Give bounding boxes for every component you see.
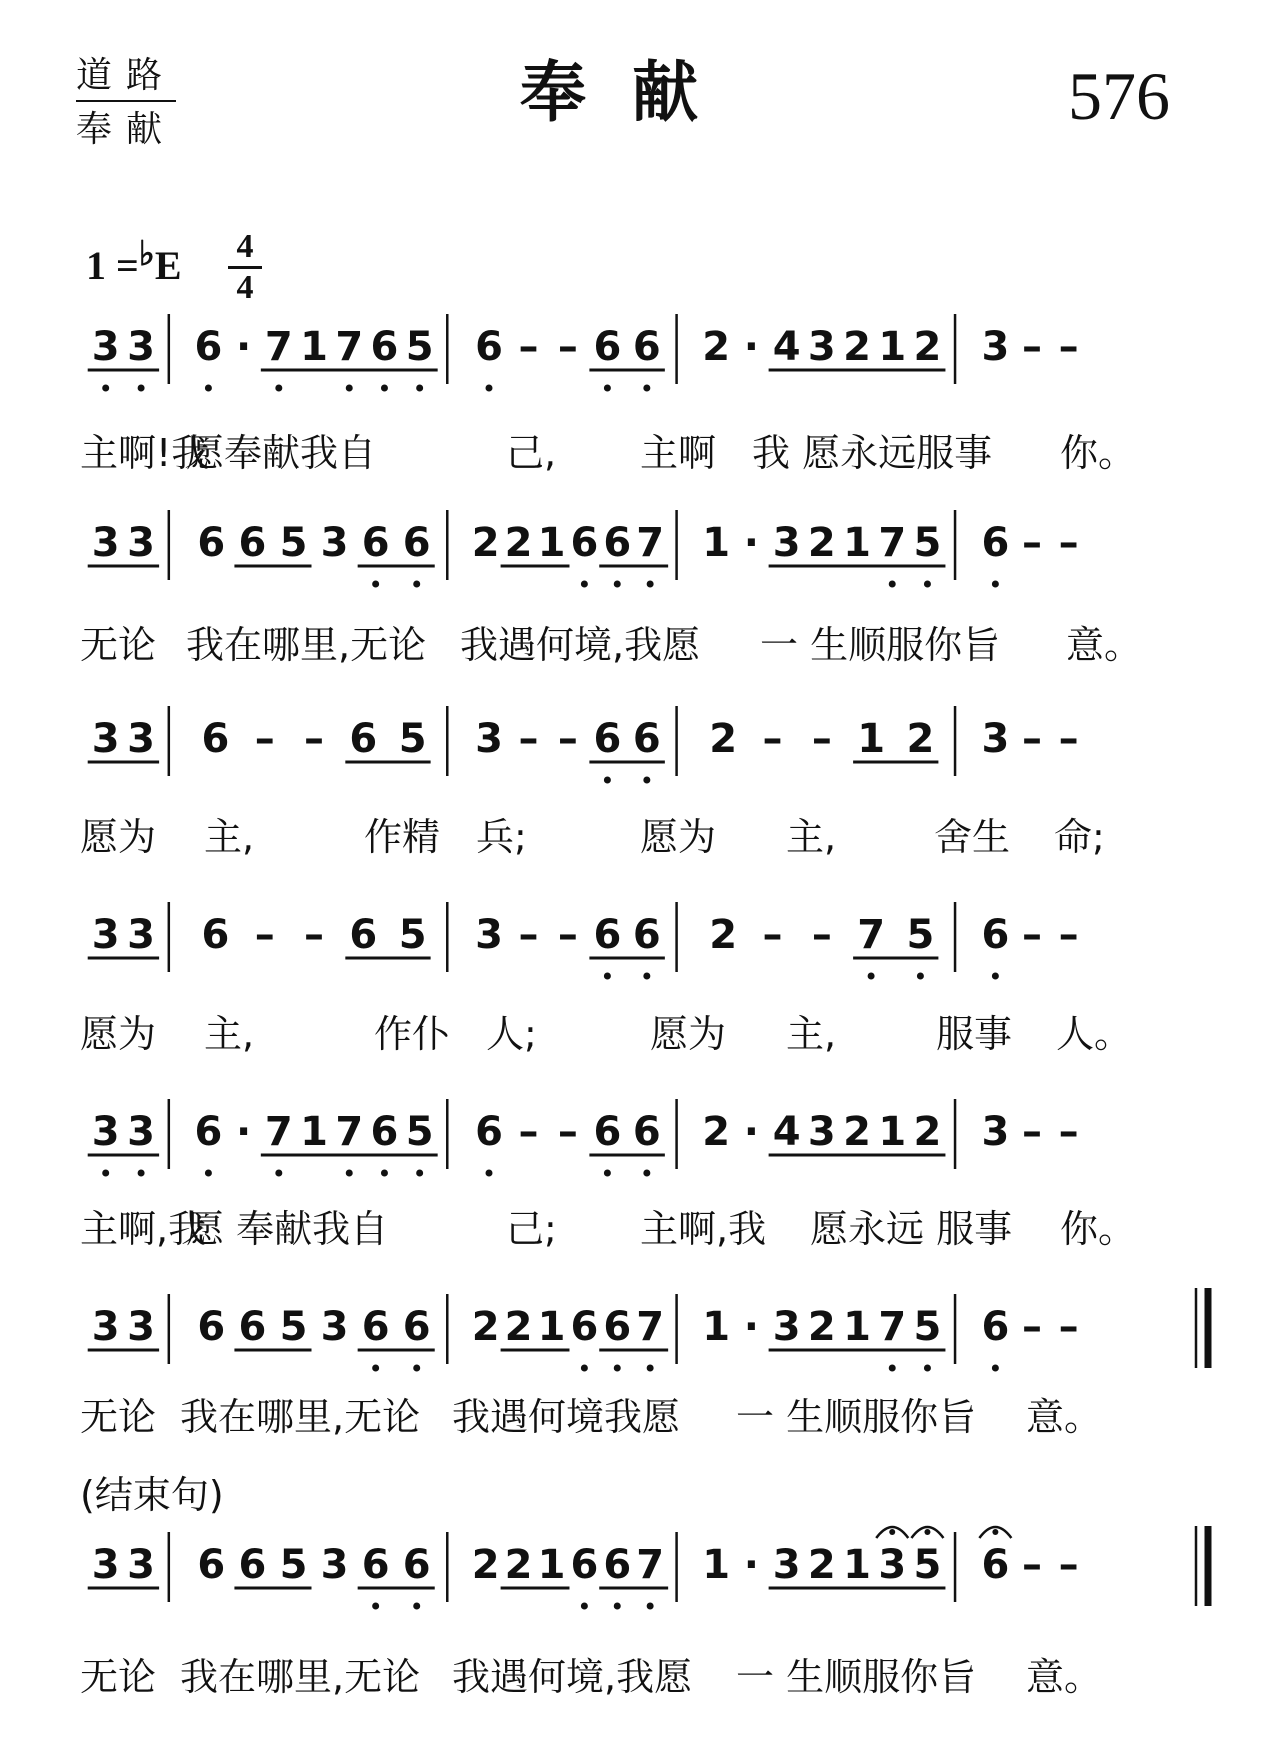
note-3: 3 [320,520,349,566]
note-6: 6 [475,324,503,370]
lyric-segment: 己; [506,1207,557,1251]
note-6: 6 [570,520,599,566]
note-7: 7 [335,324,364,370]
lyric-segment: 愿永远 服事 [810,1207,1013,1251]
note-3: 3 [127,1542,156,1588]
note-3: 3 [91,1109,120,1155]
hymn-category: 道路 [76,58,176,102]
dash-hold: – [1058,912,1079,958]
lyric-segment: 作精 [364,815,441,859]
note-3: 3 [807,1109,836,1155]
lyric-segment: 一 生顺服你旨 [736,1655,977,1699]
low-octave-dot [992,581,999,588]
lyric-segment: 主啊!我 [80,431,210,475]
note-2: 2 [709,912,738,958]
note-5: 5 [279,520,308,566]
note-6: 6 [238,1542,267,1588]
note-6: 6 [201,912,230,958]
note-2: 2 [504,520,533,566]
note-3: 3 [91,1304,120,1350]
fermata-dot [889,1529,895,1535]
coda-label: (结束句) [80,1473,224,1517]
dash-hold: – [1022,912,1043,958]
note-1: 1 [537,1304,566,1350]
lyric-segment: 愿为 [650,1012,727,1056]
note-1: 1 [537,520,566,566]
note-7: 7 [636,1542,665,1588]
note-2: 2 [504,1542,533,1588]
note-3: 3 [91,716,120,762]
lyric-segment: 舍生 [934,815,1011,859]
note-6: 6 [981,912,1010,958]
dot-augment: · [743,1304,760,1350]
note-6: 6 [197,520,226,566]
dash-hold: – [557,716,578,762]
note-3: 3 [91,520,120,566]
dot-augment: · [743,1109,760,1155]
note-6: 6 [632,1109,661,1155]
low-octave-dot [381,385,388,392]
note-1: 1 [702,520,731,566]
note-7: 7 [878,520,907,566]
dash-hold: – [1022,716,1043,762]
note-6: 6 [370,1109,399,1155]
note-6: 6 [361,1304,390,1350]
lyric-segment: 主, [204,1012,255,1056]
note-5: 5 [398,716,427,762]
note-6: 6 [632,324,661,370]
note-3: 3 [127,520,156,566]
note-2: 2 [471,1304,500,1350]
lyric-segment: 愿为 [640,815,717,859]
note-6: 6 [197,1304,226,1350]
note-6: 6 [981,1304,1010,1350]
note-1: 1 [843,1304,871,1350]
note-4: 4 [772,324,801,370]
note-2: 2 [807,1542,836,1588]
low-octave-dot [102,385,109,392]
lyric-segment: 主啊,我 [80,1207,207,1251]
note-6: 6 [197,1542,226,1588]
note-6: 6 [194,1109,223,1155]
low-octave-dot [643,777,650,784]
low-octave-dot [647,581,654,588]
note-6: 6 [370,324,399,370]
note-1: 1 [537,1542,566,1588]
meter-numerator: 4 [228,230,262,269]
dot-augment: · [743,1542,760,1588]
note-2: 2 [504,1304,533,1350]
note-6: 6 [201,716,230,762]
lyric-segment: 我在哪里,无论 [186,623,427,667]
low-octave-dot [413,1365,420,1372]
lyric-segment: 己, [506,431,557,475]
note-6: 6 [402,520,431,566]
note-3: 3 [127,1109,156,1155]
lyric-segment: 无论 [80,1395,157,1439]
note-3: 3 [127,324,156,370]
low-octave-dot [275,385,282,392]
low-octave-dot [924,1365,931,1372]
note-6: 6 [475,1109,503,1155]
lyric-segment: 人。 [1056,1012,1133,1056]
hymn-title: 奉献 [520,54,744,131]
note-4: 4 [772,1109,801,1155]
dash-hold: – [304,716,325,762]
note-3: 3 [772,1542,801,1588]
lyric-segment: 我 愿永远服事 [752,431,993,475]
note-2: 2 [913,324,942,370]
lyric-segment: 意。 [1026,1655,1103,1699]
dash-hold: – [1058,1109,1079,1155]
note-2: 2 [807,520,836,566]
lyric-segment: 一 生顺服你旨 [736,1395,977,1439]
hymn-number: 576 [1068,58,1170,134]
low-octave-dot [346,1170,353,1177]
note-6: 6 [603,520,632,566]
lyric-segment: 一 生顺服你旨 [760,623,1001,667]
dash-hold: – [518,324,539,370]
dash-hold: – [762,912,783,958]
lyric-segment: 愿为 [80,815,157,859]
low-octave-dot [643,385,650,392]
low-octave-dot [346,385,353,392]
dash-hold: – [1058,1304,1079,1350]
note-6: 6 [632,912,661,958]
note-5: 5 [405,324,434,370]
note-1: 1 [843,1542,871,1588]
lyric-segment: 主啊 [640,431,717,475]
low-octave-dot [581,1365,588,1372]
note-3: 3 [127,1304,156,1350]
note-1: 1 [300,324,328,370]
note-6: 6 [238,520,267,566]
low-octave-dot [992,1365,999,1372]
lyric-segment: 命; [1054,815,1105,859]
dash-hold: – [1022,1304,1043,1350]
note-6: 6 [632,716,661,762]
lyric-segment: 无论 [80,1655,157,1699]
key-tonic: E [154,243,182,288]
note-1: 1 [702,1304,731,1350]
lyric-segment: 意。 [1026,1395,1103,1439]
note-5: 5 [398,912,427,958]
low-octave-dot [413,581,420,588]
note-6: 6 [603,1542,632,1588]
note-3: 3 [878,1542,907,1588]
low-octave-dot [924,581,931,588]
note-3: 3 [475,716,503,762]
low-octave-dot [647,1603,654,1610]
note-6: 6 [402,1542,431,1588]
low-octave-dot [205,385,212,392]
fermata-dot [992,1529,998,1535]
note-7: 7 [636,520,665,566]
note-7: 7 [264,1109,293,1155]
lyric-segment: 主, [786,1012,837,1056]
key-prefix: 1 = [86,243,139,288]
dash-hold: – [518,1109,539,1155]
dash-hold: – [254,716,275,762]
dot-augment: · [743,520,760,566]
low-octave-dot [372,1603,379,1610]
note-3: 3 [981,716,1010,762]
dash-hold: – [1058,1542,1079,1588]
low-octave-dot [138,1170,145,1177]
note-6: 6 [349,912,378,958]
note-3: 3 [320,1542,349,1588]
low-octave-dot [581,1603,588,1610]
note-5: 5 [405,1109,434,1155]
note-3: 3 [320,1304,349,1350]
dash-hold: – [254,912,275,958]
low-octave-dot [889,581,896,588]
low-octave-dot [614,1603,621,1610]
low-octave-dot [643,973,650,980]
low-octave-dot [604,1170,611,1177]
note-5: 5 [913,1542,942,1588]
note-5: 5 [913,520,942,566]
note-6: 6 [570,1542,599,1588]
note-3: 3 [91,324,120,370]
note-6: 6 [238,1304,267,1350]
note-2: 2 [702,324,731,370]
note-1: 1 [878,1109,907,1155]
meter-denominator: 4 [236,269,254,306]
note-3: 3 [127,716,156,762]
dash-hold: – [811,912,832,958]
low-octave-dot [614,1365,621,1372]
note-6: 6 [593,912,622,958]
lyric-segment: 愿 奉献我自 [186,1207,389,1251]
note-6: 6 [361,520,390,566]
low-octave-dot [413,1603,420,1610]
note-3: 3 [807,324,836,370]
note-2: 2 [807,1304,836,1350]
note-2: 2 [843,324,871,370]
low-octave-dot [372,1365,379,1372]
lyric-segment: 人; [486,1012,537,1056]
low-octave-dot [416,1170,423,1177]
low-octave-dot [372,581,379,588]
lyric-segment: 无论 [80,623,157,667]
note-1: 1 [300,1109,328,1155]
lyric-segment: 愿奉献我自 [186,431,377,475]
dash-hold: – [557,324,578,370]
note-6: 6 [194,324,223,370]
dash-hold: – [1022,520,1043,566]
dash-hold: – [762,716,783,762]
low-octave-dot [486,385,493,392]
low-octave-dot [416,385,423,392]
note-6: 6 [981,520,1010,566]
note-3: 3 [91,1542,120,1588]
flat-sign: ♭ [138,236,155,273]
dash-hold: – [557,912,578,958]
note-5: 5 [913,1304,942,1350]
low-octave-dot [486,1170,493,1177]
low-octave-dot [205,1170,212,1177]
low-octave-dot [647,1365,654,1372]
note-2: 2 [709,716,738,762]
dash-hold: – [1058,716,1079,762]
note-3: 3 [772,520,801,566]
lyric-segment: 服事 [936,1012,1013,1056]
note-7: 7 [335,1109,364,1155]
lyric-segment: 你。 [1060,431,1137,475]
dash-hold: – [1022,324,1043,370]
note-3: 3 [772,1304,801,1350]
dash-hold: – [518,716,539,762]
note-5: 5 [279,1542,308,1588]
lyric-segment: 兵; [476,815,527,859]
dash-hold: – [304,912,325,958]
lyric-segment: 我遇何境我愿 [452,1395,681,1439]
lyric-segment: 我在哪里,无论 [180,1395,421,1439]
low-octave-dot [889,1365,896,1372]
note-3: 3 [91,912,120,958]
low-octave-dot [102,1170,109,1177]
low-octave-dot [381,1170,388,1177]
lyric-segment: 主啊,我 [640,1207,767,1251]
note-6: 6 [570,1304,599,1350]
lyric-segment: 主, [786,815,837,859]
note-3: 3 [127,912,156,958]
lyric-segment: 愿为 [80,1012,157,1056]
lyric-segment: 意。 [1066,623,1143,667]
note-6: 6 [402,1304,431,1350]
dash-hold: – [1022,1542,1043,1588]
fermata-dot [924,1529,930,1535]
low-octave-dot [275,1170,282,1177]
lyric-segment: 作仆 [374,1012,451,1056]
lyric-segment: 我遇何境,我愿 [452,1655,693,1699]
note-6: 6 [593,1109,622,1155]
dot-augment: · [236,1109,252,1155]
note-3: 3 [981,1109,1010,1155]
low-octave-dot [868,973,875,980]
note-1: 1 [843,520,871,566]
dash-hold: – [557,1109,578,1155]
note-7: 7 [878,1304,907,1350]
low-octave-dot [917,973,924,980]
note-6: 6 [361,1542,390,1588]
note-5: 5 [279,1304,308,1350]
lyric-segment: 我遇何境,我愿 [460,623,701,667]
low-octave-dot [604,777,611,784]
note-6: 6 [593,716,622,762]
note-2: 2 [702,1109,731,1155]
low-octave-dot [604,973,611,980]
note-2: 2 [906,716,935,762]
hymn-subcategory: 奉献 [76,109,177,150]
low-octave-dot [581,581,588,588]
note-1: 1 [878,324,907,370]
lyric-segment: 主, [204,815,255,859]
low-octave-dot [614,581,621,588]
note-6: 6 [603,1304,632,1350]
low-octave-dot [138,385,145,392]
dot-augment: · [743,324,760,370]
note-2: 2 [471,520,500,566]
low-octave-dot [643,1170,650,1177]
note-7: 7 [264,324,293,370]
dash-hold: – [1022,1109,1043,1155]
note-6: 6 [593,324,622,370]
note-2: 2 [471,1542,500,1588]
note-2: 2 [913,1109,942,1155]
note-2: 2 [843,1109,871,1155]
note-7: 7 [857,912,886,958]
note-5: 5 [906,912,935,958]
note-1: 1 [857,716,886,762]
low-octave-dot [992,973,999,980]
dash-hold: – [1058,324,1079,370]
dash-hold: – [811,716,832,762]
lyric-segment: 你。 [1060,1207,1137,1251]
low-octave-dot [604,385,611,392]
dash-hold: – [518,912,539,958]
note-6: 6 [349,716,378,762]
dash-hold: – [1058,520,1079,566]
note-3: 3 [981,324,1010,370]
dot-augment: · [236,324,252,370]
note-7: 7 [636,1304,665,1350]
lyric-segment: 我在哪里,无论 [180,1655,421,1699]
note-6: 6 [981,1542,1010,1588]
note-3: 3 [475,912,503,958]
note-1: 1 [702,1542,731,1588]
